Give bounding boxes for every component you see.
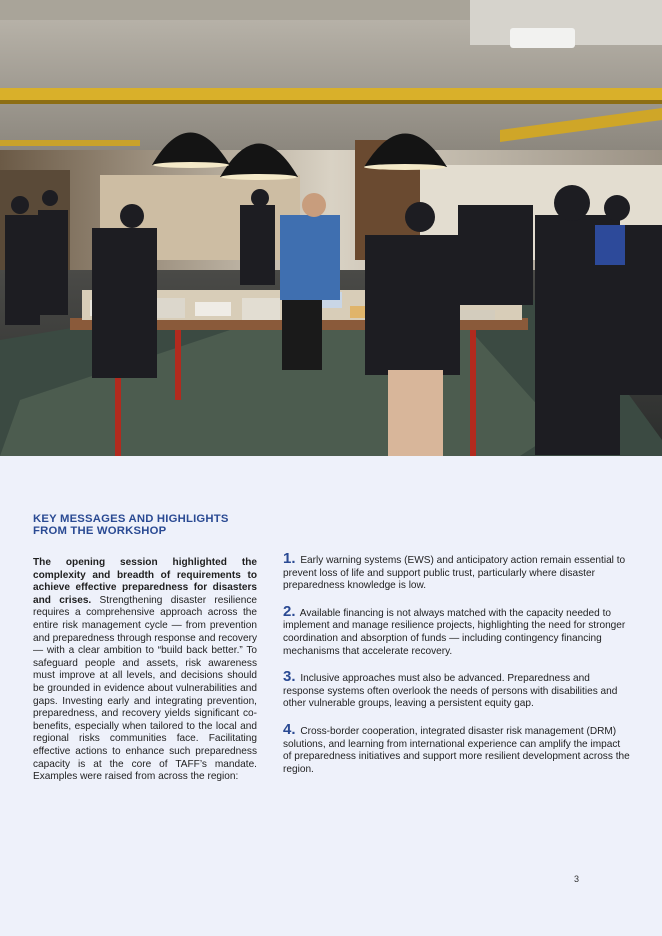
key-message-text: Early warning systems (EWS) and anticipatory action remain essential to prevent loss of life and support public trust, particularly where disaster preparedness knowledge is low. xyxy=(283,555,626,592)
key-message-text: Cross-border cooperation, integrated disaster risk management (DRM) solutions, and learning from international experience can amplify the impact of preparedness initiatives and support more resilient development across the region. xyxy=(283,725,630,775)
page-number: 3 xyxy=(574,874,580,884)
key-message-item xyxy=(283,668,630,711)
key-message-number: 1. xyxy=(283,550,296,567)
key-message-number: 4. xyxy=(283,720,296,738)
section-heading-line2: FROM THE WORKSHOP xyxy=(33,525,167,537)
key-messages-list xyxy=(283,550,630,789)
key-message-number: 2. xyxy=(283,602,296,620)
key-message-text: Available financing is not always matched with the capacity needed to implement and manage resilience projects, highlighting the need for stronger coordination and absorption of funds — including contingency financing mechanisms that accelerate recovery. xyxy=(283,607,626,657)
key-message-text: Inclusive approaches must also be advanced. Preparedness and response systems often overlook the needs of persons with disabilities and other vulnerable groups, leaving a persistent equity gap. xyxy=(283,673,618,710)
workshop-photo xyxy=(0,0,662,456)
intro-body: Strengthening disaster resilience requires a comprehensive approach across the entire risk management cycle — from prevention and preparedness through response and recovery — with a clear ambition to “build back better.” To safeguard people and assets, risk awareness must improve at all levels, and decisions should be grounded in evidence about vulnerabilities and gaps. Investing early and integrating prevention, preparedness, and recovery yields significant co-benefits, especially when tailored to the local and regional risks communities face. Facilitating effective actions to enhance such preparedness capacity is at the core of TAFF’s mandate. Examples were raised from across the region: xyxy=(33,594,257,783)
intro-paragraph xyxy=(33,557,257,784)
key-message-number: 3. xyxy=(283,668,296,686)
section-heading xyxy=(33,513,273,537)
key-message-item xyxy=(283,602,630,658)
key-message-item xyxy=(283,550,630,593)
intro-bold-lead: The opening session highlighted the complexity and breadth of requirements to achieve effective preparedness for disasters and crises. xyxy=(33,557,257,606)
key-message-item xyxy=(283,720,630,776)
section-heading-line1: KEY MESSAGES AND HIGHLIGHTS xyxy=(33,513,229,525)
